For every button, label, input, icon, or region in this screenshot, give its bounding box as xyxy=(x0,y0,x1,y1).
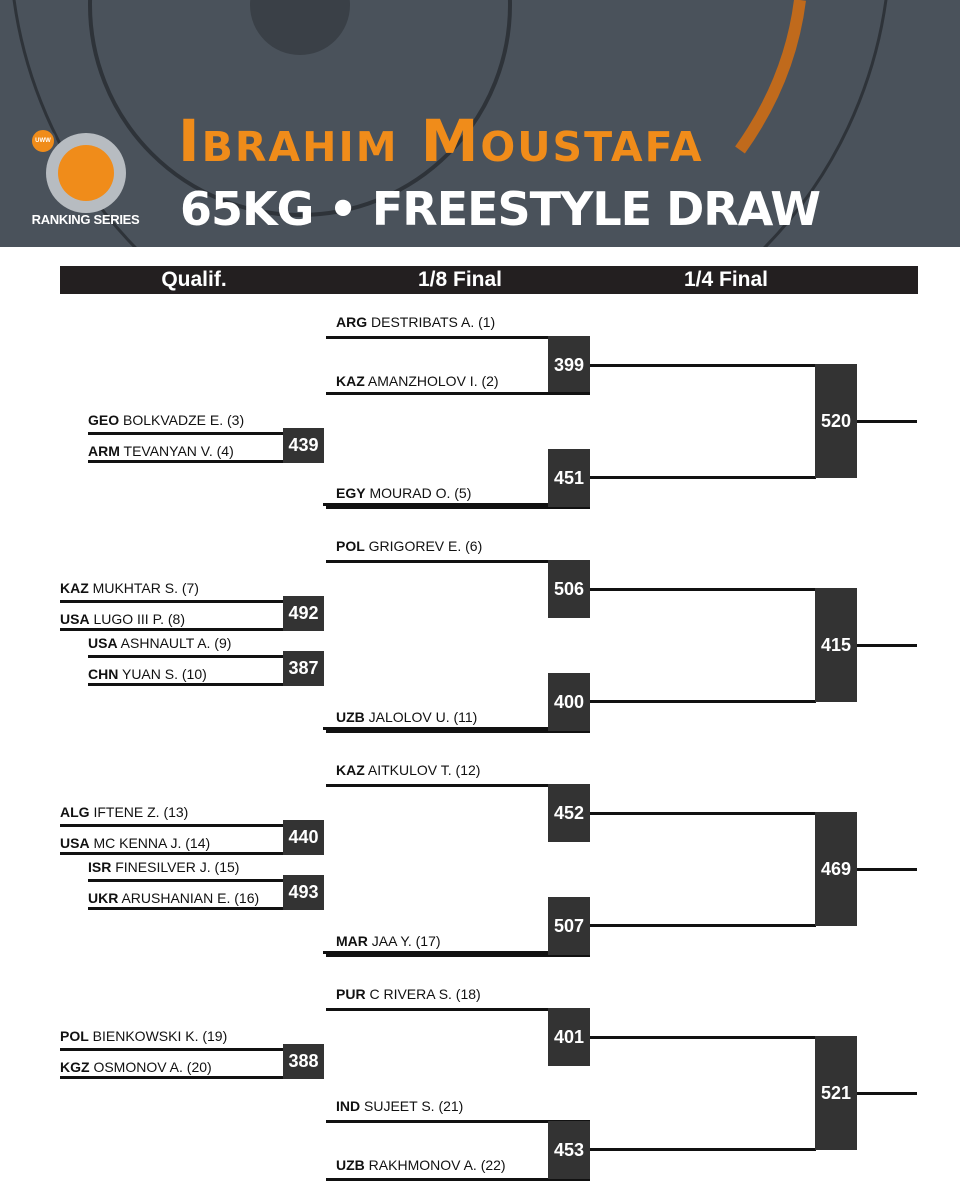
logo-text: RANKING SERIES xyxy=(31,212,140,227)
country-code: ARG xyxy=(336,314,368,330)
athlete-label: JAA Y. (17) xyxy=(367,933,441,949)
country-code: EGY xyxy=(336,485,366,501)
athlete-name xyxy=(60,580,199,596)
wrestlers-icon xyxy=(58,145,114,201)
country-code: ALG xyxy=(60,804,90,820)
athlete-name xyxy=(60,611,185,627)
bout-number: 506 xyxy=(548,560,590,618)
bout-number: 493 xyxy=(283,875,324,910)
athlete-name xyxy=(88,859,239,875)
country-code: USA xyxy=(88,635,118,651)
country-code: USA xyxy=(60,611,90,627)
athlete-name xyxy=(336,373,499,389)
bracket-line xyxy=(590,588,816,591)
athlete-name xyxy=(336,1157,506,1173)
bout-number: 453 xyxy=(548,1121,590,1179)
athlete-label: JALOLOV U. (11) xyxy=(364,709,478,725)
bout-number: 387 xyxy=(283,651,324,686)
event-subtitle: 65KG • FREESTYLE DRAW xyxy=(180,182,820,236)
athlete-label: AMANZHOLOV I. (2) xyxy=(364,373,499,389)
bracket-line xyxy=(590,1036,816,1039)
athlete-name xyxy=(336,314,495,330)
bracket-line xyxy=(857,644,917,647)
round-header-bar xyxy=(60,266,918,294)
athlete-name xyxy=(88,666,207,682)
uww-badge: UWW xyxy=(30,128,56,154)
bout-number: 388 xyxy=(283,1044,324,1079)
country-code: CHN xyxy=(88,666,119,682)
country-code: ARM xyxy=(88,443,120,459)
bout-number: 507 xyxy=(548,897,590,955)
bout-number: 399 xyxy=(548,336,590,394)
athlete-name xyxy=(88,890,259,906)
athlete-label: C RIVERA S. (18) xyxy=(365,986,481,1002)
country-code: UZB xyxy=(336,709,365,725)
country-code: POL xyxy=(60,1028,89,1044)
athlete-label: YUAN S. (10) xyxy=(118,666,207,682)
athlete-name xyxy=(336,709,477,725)
athlete-name xyxy=(336,986,481,1002)
country-code: ISR xyxy=(88,859,112,875)
athlete-name xyxy=(336,933,441,949)
athlete-name xyxy=(336,1098,463,1114)
round-label-quarter-final: 1/4 Final xyxy=(683,268,769,291)
athlete-label: LUGO III P. (8) xyxy=(89,611,185,627)
bracket-line xyxy=(590,476,816,479)
bracket-line xyxy=(590,812,816,815)
logo-emblem xyxy=(46,133,126,213)
bout-number: 492 xyxy=(283,596,324,631)
round-label-eighth-final: 1/8 Final xyxy=(417,268,503,291)
athlete-label: GRIGOREV E. (6) xyxy=(364,538,483,554)
bracket-line xyxy=(857,420,917,423)
header-banner xyxy=(0,0,960,247)
country-code: UKR xyxy=(88,890,119,906)
country-code: PUR xyxy=(336,986,366,1002)
country-code: MAR xyxy=(336,933,368,949)
athlete-label: MOURAD O. (5) xyxy=(365,485,472,501)
athlete-label: ASHNAULT A. (9) xyxy=(117,635,232,651)
bracket-line xyxy=(590,700,816,703)
bracket-line xyxy=(857,868,917,871)
athlete-label: RAKHMONOV A. (22) xyxy=(364,1157,506,1173)
athlete-name xyxy=(336,538,482,554)
bracket-line xyxy=(857,1092,917,1095)
athlete-label: ARUSHANIAN E. (16) xyxy=(118,890,260,906)
country-code: KGZ xyxy=(60,1059,90,1075)
athlete-label: MC KENNA J. (14) xyxy=(89,835,211,851)
bout-number: 520 xyxy=(815,364,857,478)
country-code: POL xyxy=(336,538,365,554)
athlete-name xyxy=(88,443,234,459)
bout-number: 469 xyxy=(815,812,857,926)
round-label-qualif: Qualif. xyxy=(161,268,227,291)
event-title: Ibrahim Moustafa xyxy=(178,107,704,175)
country-code: KAZ xyxy=(60,580,89,596)
bracket-line xyxy=(590,364,816,367)
athlete-label: BIENKOWSKI K. (19) xyxy=(88,1028,228,1044)
athlete-name xyxy=(336,762,480,778)
country-code: IND xyxy=(336,1098,361,1114)
bracket-line xyxy=(590,1148,816,1151)
bout-number: 415 xyxy=(815,588,857,702)
athlete-name xyxy=(60,835,210,851)
athlete-label: IFTENE Z. (13) xyxy=(89,804,189,820)
athlete-label: DESTRIBATS A. (1) xyxy=(367,314,496,330)
athlete-name xyxy=(88,412,244,428)
athlete-label: FINESILVER J. (15) xyxy=(111,859,240,875)
country-code: UZB xyxy=(336,1157,365,1173)
country-code: USA xyxy=(60,835,90,851)
athlete-label: SUJEET S. (21) xyxy=(360,1098,464,1114)
country-code: KAZ xyxy=(336,762,365,778)
athlete-name xyxy=(60,1059,212,1075)
bout-number: 452 xyxy=(548,784,590,842)
bout-number: 451 xyxy=(548,449,590,507)
athlete-label: OSMONOV A. (20) xyxy=(89,1059,212,1075)
athlete-label: BOLKVADZE E. (3) xyxy=(119,412,245,428)
athlete-name xyxy=(60,1028,227,1044)
athlete-label: MUKHTAR S. (7) xyxy=(88,580,199,596)
bout-number: 439 xyxy=(283,428,324,463)
bout-number: 400 xyxy=(548,673,590,731)
bout-number: 440 xyxy=(283,820,324,855)
bout-number: 401 xyxy=(548,1008,590,1066)
athlete-name xyxy=(88,635,231,651)
country-code: GEO xyxy=(88,412,120,428)
bout-number: 521 xyxy=(815,1036,857,1150)
ranking-series-logo xyxy=(28,128,143,238)
bracket-line xyxy=(326,392,590,395)
bracket-line xyxy=(590,924,816,927)
athlete-label: AITKULOV T. (12) xyxy=(364,762,481,778)
country-code: KAZ xyxy=(336,373,365,389)
athlete-name xyxy=(60,804,188,820)
athlete-label: TEVANYAN V. (4) xyxy=(119,443,234,459)
athlete-name xyxy=(336,485,471,501)
